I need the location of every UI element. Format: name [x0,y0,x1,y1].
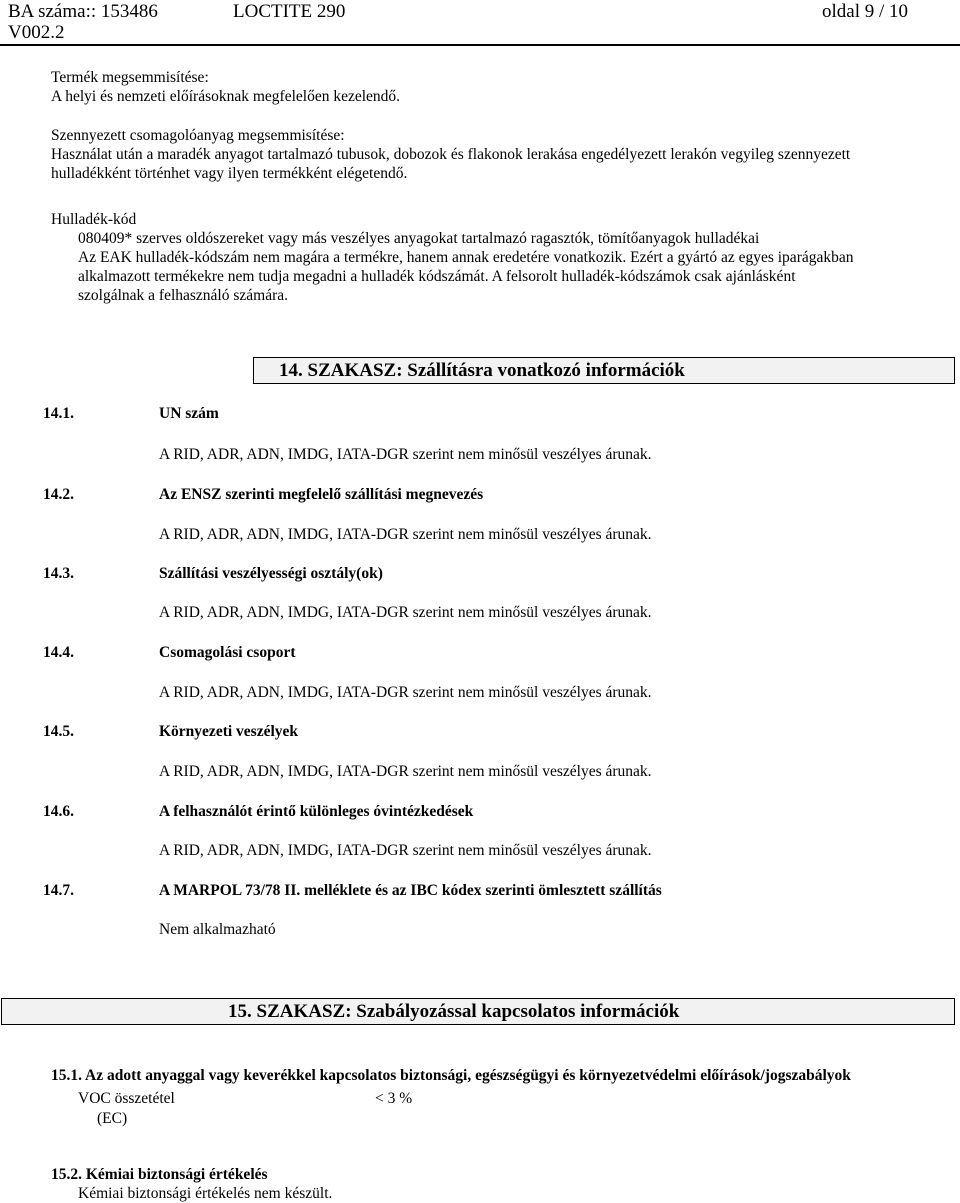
product-disposal-title: Termék megsemmisítése: [51,69,209,86]
item-number: 14.5. [43,723,74,740]
section-14-header [253,357,955,384]
packaging-disposal-line: hulladékként történhet vagy ilyen termékként elégetendő. [51,165,408,182]
item-number: 14.1. [43,405,74,422]
item-number: 14.2. [43,486,74,503]
item-text: A RID, ADR, ADN, IMDG, IATA-DGR szerint nem minősül veszélyes árunak. [159,446,652,463]
item-text: A RID, ADR, ADN, IMDG, IATA-DGR szerint nem minősül veszélyes árunak. [159,842,652,859]
waste-code-line: alkalmazott termékekre nem tudja megadni a hulladék kódszámát. A felsorolt hulladék-kódszámok csak ajánlásként [78,268,796,285]
voc-value: < 3 % [375,1090,413,1107]
item-title: Csomagolási csoport [159,644,296,661]
item-text: A RID, ADR, ADN, IMDG, IATA-DGR szerint nem minősül veszélyes árunak. [159,684,652,701]
subsection-15-2-text: Kémiai biztonsági értékelés nem készült. [78,1185,333,1202]
item-number: 14.3. [43,565,74,582]
packaging-disposal-line: Használat után a maradék anyagot tartalmazó tubusok, dobozok és flakonok lerakása engedélyezett lerakón vegyileg szennyezett [51,146,851,163]
item-number: 14.7. [43,882,74,899]
item-number: 14.6. [43,803,74,820]
waste-code-title: Hulladék-kód [51,211,137,228]
subsection-15-2-title: 15.2. Kémiai biztonsági értékelés [51,1166,268,1183]
item-title: Környezeti veszélyek [159,723,299,740]
item-title: Az ENSZ szerinti megfelelő szállítási megnevezés [159,486,484,503]
page-number: oldal 9 / 10 [822,1,909,22]
item-text: Nem alkalmazható [159,921,276,938]
waste-code-line: Az EAK hulladék-kódszám nem magára a termékre, hanem annak eredetére vonatkozik. Ezért a gyártó az egyes iparágakban [78,249,854,266]
item-title: A felhasználót érintő különleges óvintézkedések [159,803,474,820]
header-rule [0,44,960,46]
item-text: A RID, ADR, ADN, IMDG, IATA-DGR szerint nem minősül veszélyes árunak. [159,763,652,780]
item-text: A RID, ADR, ADN, IMDG, IATA-DGR szerint nem minősül veszélyes árunak. [159,526,652,543]
section-15-title: 15. SZAKASZ: Szabályozással kapcsolatos információk [228,1001,680,1022]
packaging-disposal-title: Szennyezett csomagolóanyag megsemmisítése: [51,127,345,144]
voc-label: VOC összetétel [78,1090,175,1107]
item-number: 14.4. [43,644,74,661]
item-title: A MARPOL 73/78 II. melléklete és az IBC kódex szerinti ömlesztett szállítás [159,882,662,899]
voc-sub: (EC) [97,1110,128,1127]
waste-code-line: szolgálnak a felhasználó számára. [78,287,289,304]
product-disposal-text: A helyi és nemzeti előírásoknak megfelelően kezelendő. [51,88,401,105]
item-title: Szállítási veszélyességi osztály(ok) [159,565,383,582]
waste-code-line: 080409* szerves oldószereket vagy más veszélyes anyagokat tartalmazó ragasztók, tömítőanyagok hulladékai [78,230,760,247]
product-name: LOCTITE 290 [233,1,346,22]
section-15-header [1,998,955,1025]
item-text: A RID, ADR, ADN, IMDG, IATA-DGR szerint nem minősül veszélyes árunak. [159,604,652,621]
item-title: UN szám [159,405,219,422]
subsection-15-1-title: 15.1. Az adott anyaggal vagy keverékkel kapcsolatos biztonsági, egészségügyi és környezetvédelmi előírások/jogszabályok [51,1067,851,1084]
section-14-title: 14. SZAKASZ: Szállításra vonatkozó információk [279,360,685,381]
ba-number: BA száma:: 153486 [8,1,158,22]
version: V002.2 [8,22,65,43]
